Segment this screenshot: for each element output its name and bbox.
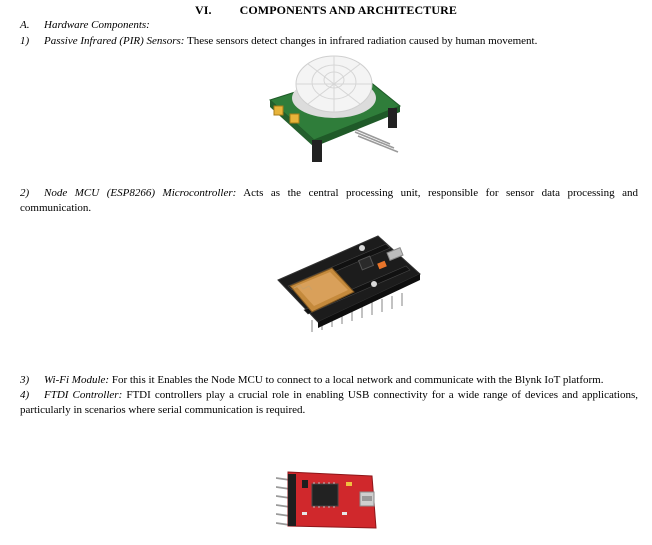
- list-item-text: For this it Enables the Node MCU to connect to a local network and communicate with the Blynk IoT platform.: [109, 374, 604, 386]
- section-title: COMPONENTS AND ARCHITECTURE: [239, 3, 458, 17]
- pir-sensor-illustration: [262, 52, 406, 168]
- section-heading: [0, 3, 652, 18]
- list-item-term: Node MCU (ESP8266) Microcontroller:: [44, 187, 237, 199]
- list-item-number: 4): [20, 389, 30, 401]
- list-item: [20, 388, 638, 418]
- subsection-label: A.: [20, 19, 30, 31]
- list-item: [20, 34, 537, 48]
- list-item-term: Wi-Fi Module:: [44, 374, 110, 386]
- list-item: [20, 373, 603, 387]
- pir-sensor-image: [262, 52, 406, 168]
- list-item-term: Passive Infrared (PIR) Sensors:: [44, 35, 185, 47]
- list-item-number: 2): [20, 187, 30, 199]
- list-item-term: FTDI Controller:: [44, 389, 123, 401]
- subsection-title: Hardware Components:: [44, 19, 150, 31]
- list-item-number: 3): [20, 374, 30, 386]
- list-item-text: FTDI controllers play a crucial role in enabling USB connectivity for a wide range of devices and applications, particularly in scenarios where serial communication is required.: [20, 389, 638, 416]
- list-item-number: 1): [20, 35, 30, 47]
- section-number: VI.: [194, 3, 212, 17]
- list-item-text: Acts as the central processing unit, responsible for sensor data processing and communication.: [20, 187, 638, 214]
- list-item: [20, 186, 638, 216]
- ftdi-chip: [312, 484, 338, 506]
- subsection-heading: [20, 18, 150, 32]
- ftdi-image: [276, 468, 384, 530]
- list-item-text: These sensors detect changes in infrared radiation caused by human movement.: [184, 35, 538, 47]
- pir-pins: [352, 128, 398, 152]
- ftdi-illustration: [276, 468, 384, 530]
- nodemcu-image: [274, 228, 424, 336]
- nodemcu-illustration: [274, 228, 424, 336]
